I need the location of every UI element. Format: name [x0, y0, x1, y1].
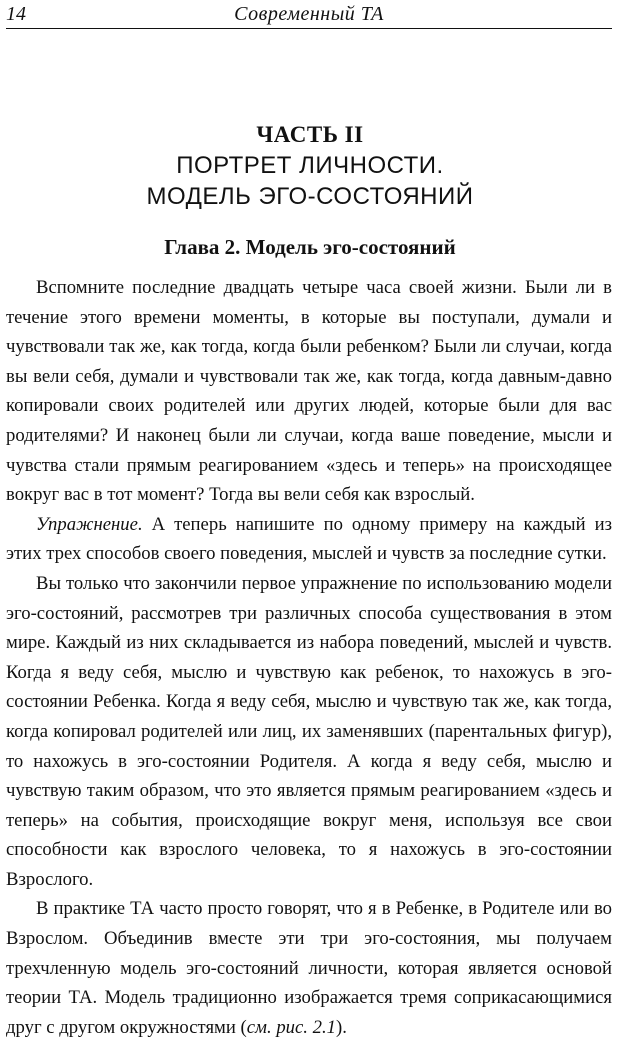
- body-text: [6, 273, 612, 1042]
- paragraph-4-end: ).: [336, 1016, 347, 1038]
- part-heading: [0, 120, 620, 212]
- page-number: 14: [6, 3, 26, 25]
- running-header: [6, 2, 612, 29]
- paragraph-4: [6, 894, 612, 1042]
- paragraph-1: Вспомните последние двадцать четыре часа своей жизни. Были ли в течение этого времени моменты, в которые вы поступали, думали и чувствовали так же, как тогда, когда были ребенком? Были ли случаи, когда вы вели себя, думали и чувствовали так же, как тогда, когда давным-давно копировали своих родителей или других людей, которые были для вас родителями? И наконец были ли случаи, когда ваше поведение, мысли и чувства стали прямым реагированием «здесь и теперь» на происходящее вокруг вас в тот момент? Тогда вы вели себя как взрослый.: [6, 277, 612, 506]
- exercise-label: Упражнение.: [36, 513, 143, 535]
- part-label: ЧАСТЬ II: [256, 122, 364, 147]
- exercise-text: А теперь напишите по одному примеру на каждый из этих трех способов своего поведения, мыслей и чувств за последние сутки.: [6, 513, 612, 565]
- running-title: Современный ТА: [234, 3, 384, 25]
- paragraph-3: Вы только что закончили первое упражнение по использованию модели эго-состояний, рассмотрев три различных способа существования в этом мире. Каждый из них складывается из набора поведений, мыслей и чувств. Когда я веду себя, мыслю и чувствую как ребенок, то нахожусь в эго-состоянии Ребенка. Когда я веду себя, мыслю и чувствую так же, как тогда, когда копировал родителей или лиц, их заменявших (парентальных фигур), то нахожусь в эго-состоянии Родителя. А когда я веду себя, мыслю и чувствую таким образом, что это является прямым реагированием «здесь и теперь» на события, происходящие вокруг меня, используя все свои способности как взрослого человека, то я нахожусь в эго-состоянии Взрослого.: [6, 572, 612, 890]
- part-title-line-2: МОДЕЛЬ ЭГО-СОСТОЯНИЙ: [146, 183, 474, 210]
- paragraph-4-text: В практике ТА часто просто говорят, что я в Ребенке, в Родителе или во Взрослом. Объединив вместе эти три эго-состояния, мы получаем трехчленную модель эго-состояний личности, которая является основой теории ТА. Модель традиционно изображается тремя соприкасающимися друг с другом окружностями (: [6, 898, 612, 1038]
- figure-reference: см. рис. 2.1: [246, 1016, 337, 1038]
- paragraph-2: [6, 510, 612, 569]
- part-title-line-1: ПОРТРЕТ ЛИЧНОСТИ.: [176, 152, 444, 179]
- chapter-heading: Глава 2. Модель эго-состояний: [164, 235, 456, 259]
